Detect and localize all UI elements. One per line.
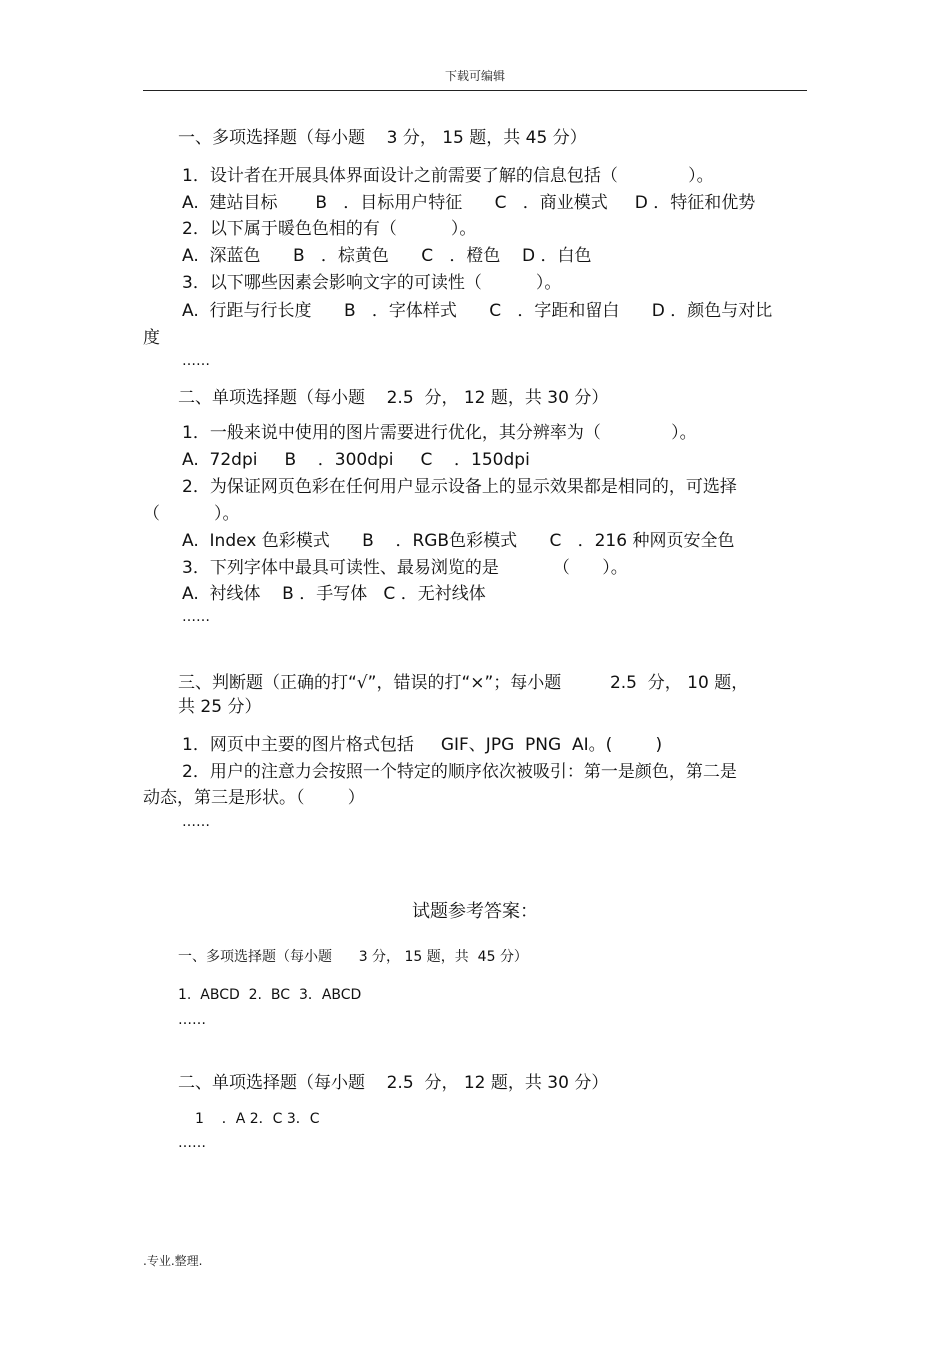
- s2-question-2-cont: （ ）。: [143, 504, 240, 524]
- s1-question-1: 1．设计者在开展具体界面设计之前需要了解的信息包括（ ）。: [182, 166, 714, 186]
- section2-heading: 二、单项选择题（每小题 2.5 分， 12 题，共 30 分）: [178, 388, 609, 408]
- s3-question-2-cont: 动态，第三是形状。（ ）: [143, 788, 365, 808]
- s1-question-3-options-cont: 度: [143, 328, 160, 348]
- section1-heading: 一、多项选择题（每小题 3 分， 15 题，共 45 分）: [178, 128, 587, 148]
- answers-section1-heading: 一、多项选择题（每小题 3 分， 15 题，共 45 分）: [178, 949, 528, 965]
- s2-question-1-options: A. 72dpi B ．300dpi C ．150dpi: [182, 450, 530, 470]
- s3-question-2: 2．用户的注意力会按照一个特定的顺序依次被吸引：第一是颜色，第二是: [182, 762, 737, 782]
- section3-heading: 三、判断题（正确的打“√”，错误的打“×”；每小题 2.5 分， 10 题，: [178, 673, 749, 693]
- s3-ellipsis: ……: [182, 814, 210, 830]
- s2-question-2: 2．为保证网页色彩在任何用户显示设备上的显示效果都是相同的，可选择: [182, 477, 737, 497]
- s1-question-3-options: A. 行距与行长度 B ．字体样式 C ．字距和留白 D ．颜色与对比: [182, 301, 773, 321]
- s1-ellipsis: ……: [182, 353, 210, 369]
- section3-heading-cont: 共 25 分）: [178, 697, 262, 717]
- s1-question-2-options: A. 深蓝色 B ．棕黄色 C ．橙色 D ．白色: [182, 246, 592, 266]
- s1-question-2: 2．以下属于暖色色相的有（ ）。: [182, 219, 477, 239]
- s1-question-3: 3．以下哪些因素会影响文字的可读性（ ）。: [182, 273, 562, 293]
- answers-section2-line: 1 ．A 2．C 3．C: [195, 1111, 320, 1127]
- answers-section1-line: 1. ABCD 2. BC 3．ABCD: [178, 987, 362, 1003]
- s2-ellipsis: ……: [182, 609, 210, 625]
- answers-section2-ellipsis: ……: [178, 1135, 206, 1151]
- answers-title: 试题参考答案：: [412, 901, 538, 922]
- s3-question-1: 1．网页中主要的图片格式包括 GIF、JPG PNG AI。( ): [182, 735, 663, 755]
- s2-question-3: 3．下列字体中最具可读性、最易浏览的是 （ ）。: [182, 558, 628, 578]
- s2-question-2-options: A. Index 色彩模式 B ．RGB色彩模式 C ．216 种网页安全色: [182, 531, 735, 551]
- s1-question-1-options: A. 建站目标 B ．目标用户特征 C ．商业模式 D ．特征和优势: [182, 193, 756, 213]
- header-rule: [143, 90, 807, 91]
- page-header: 下载可编辑: [444, 69, 505, 83]
- answers-section1-ellipsis: ……: [178, 1012, 206, 1028]
- page-footer: .专业.整理.: [143, 1254, 203, 1268]
- s2-question-1: 1．一般来说中使用的图片需要进行优化，其分辨率为（ ）。: [182, 423, 697, 443]
- answers-section2-heading: 二、单项选择题（每小题 2.5 分， 12 题，共 30 分）: [178, 1073, 609, 1093]
- s2-question-3-options: A. 衬线体 B ．手写体 C ．无衬线体: [182, 584, 486, 604]
